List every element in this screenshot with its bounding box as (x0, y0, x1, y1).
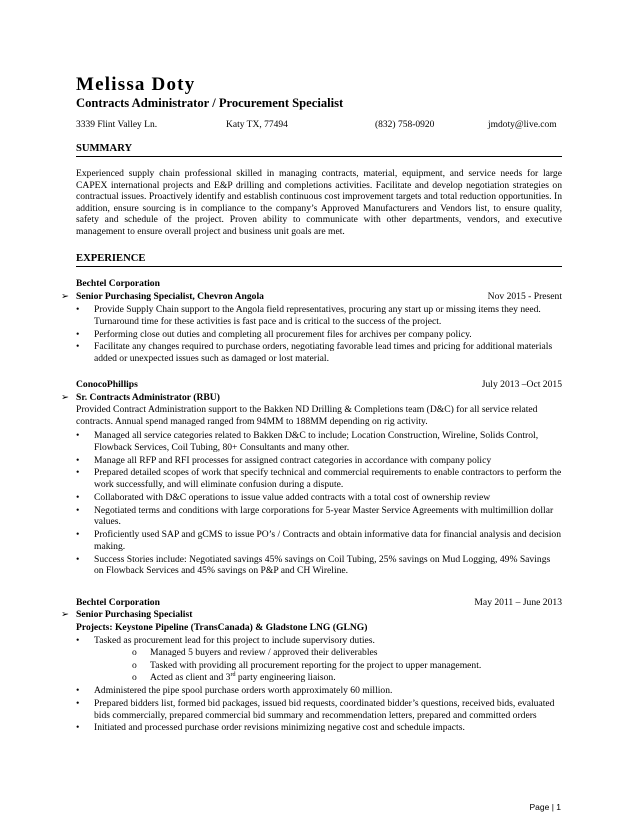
bullet-icon: • (76, 722, 80, 734)
list-item: • Manage all RFP and RFI processes for assigned contract categories in accordance with company policy (76, 454, 492, 466)
list-item: • Initiated and processed purchase order revisions minimizing negative cost and schedule impacts. (76, 722, 465, 734)
sub-bullet-icon: o (132, 659, 137, 671)
list-item: • Facilitate any changes required to purchase orders, negotiating favorable lead times and pricing for additional materials added or unexpected issues such as damaged or lost material. (76, 341, 553, 364)
job-role: Senior Purchasing Specialist (76, 609, 193, 620)
list-item: • Collaborated with D&C operations to issue value added contracts with a total cost of ownership review (76, 491, 491, 503)
bullet-icon: • (76, 635, 80, 646)
job-role: Sr. Contracts Administrator (RBU) (76, 392, 220, 403)
summary-text: Experienced supply chain professional skilled in managing contracts, material, equipment, and service needs for large CAPEX international projects and E&P drilling and completions activities. Facilitate and develop negotiation strategies on contractual issues. Proactively identify and establish continuous cost improvement targets and total reduction opportunities. In addition, ensure sourcing is in compliance to the company’s Approved Manufacturers and Vendors list, to ensure quality, safety and schedule of the project. Proven ability to communicate with other departments, vendors, and executive management to ensure overall project and business unit goals are met. (76, 168, 562, 237)
job-dates: Nov 2015 - Present (487, 291, 562, 302)
arrow-bullet-icon: ➢ (61, 392, 70, 403)
job-dates: May 2011 – June 2013 (474, 597, 562, 608)
list-item: • Prepared bidders list, formed bid packages, issued bid requests, coordinated bidder’s questions, received bids, evaluated bids commercially, prepared commercial bid summary and recommendation letters, prepared and committed orders (76, 697, 555, 721)
bullet-icon: • (76, 491, 80, 503)
candidate-title: Contracts Administrator / Procurement Specialist (76, 96, 344, 110)
job-bullets (76, 430, 562, 578)
bullet-icon: • (76, 504, 80, 516)
job-intro: Provided Contract Administration support to the Bakken ND Drilling & Completions team (D&C) for all service related contracts. Annual spend managed ranged from 94MM to 188MM depending on rig activity. (76, 404, 538, 427)
candidate-name: Melissa Doty (76, 74, 196, 95)
list-item: o Acted as client and 3rd party engineering liaison. (132, 672, 336, 684)
list-item: • Tasked as procurement lead for this project to include supervisory duties. o Managed 5 buyers and review / approved their deliverables o Tasked with providing all procurement reporting for the project to upper management. o Acted as client and 3rd party engineering liaison. (76, 635, 562, 684)
job-company: Bechtel Corporation (76, 597, 160, 608)
contact-email: jmdoty@live.com (488, 120, 557, 130)
page-number: Page | 1 (529, 802, 561, 812)
bullet-icon: • (76, 430, 80, 441)
summary-heading: SUMMARY (76, 142, 562, 157)
arrow-bullet-icon: ➢ (61, 291, 70, 302)
job-bullets (76, 304, 562, 366)
list-item: o Tasked with providing all procurement reporting for the project to upper management. (132, 659, 482, 671)
list-item: • Success Stories include: Negotiated savings 45% savings on Coil Tubing, 25% savings on Mud Logging, 49% Savings on Flowback Services and 45% savings on P&P and CH Wireline. (76, 553, 551, 577)
list-item: o Managed 5 buyers and review / approved their deliverables (132, 646, 378, 658)
bullet-icon: • (76, 341, 80, 353)
sub-bullets (94, 647, 562, 684)
job-projects: Projects: Keystone Pipeline (TransCanada) & Gladstone LNG (GLNG) (76, 622, 368, 633)
list-item: • Managed all service categories related to Bakken D&C to include; Location Construction, Wireline, Solids Control, Flowback Services, Coil Tubing, 80+ Consultants and many other. (76, 430, 539, 453)
bullet-icon: • (76, 467, 80, 479)
bullet-icon: • (76, 553, 80, 565)
list-item: • Prepared detailed scopes of work that specify technical and commercial requirements to enable contractors to perform the work successfully, and will eliminate confusion during a dispute. (76, 467, 562, 490)
job-role: Senior Purchasing Specialist, Chevron Angola (76, 291, 264, 302)
bullet-icon: • (76, 454, 80, 466)
sub-bullet-icon: o (132, 672, 137, 684)
bullet-icon: • (76, 697, 80, 709)
bullet-icon: • (76, 529, 80, 541)
job-bullets (76, 635, 562, 735)
contact-city: Katy TX, 77494 (226, 120, 288, 130)
job-company: ConocoPhillips (76, 379, 138, 390)
experience-heading: EXPERIENCE (76, 252, 562, 267)
list-item: • Administered the pipe spool purchase orders worth approximately 60 million. (76, 685, 393, 697)
arrow-bullet-icon: ➢ (61, 609, 70, 620)
list-item: • Provide Supply Chain support to the Angola field representatives, procuring any start up or missing items they need. Turnaround time for these activities is fast pace and is critical to the success of the project. (76, 304, 541, 327)
bullet-icon: • (76, 328, 80, 340)
job-dates: July 2013 –Oct 2015 (481, 379, 562, 390)
list-item: • Performing close out duties and completing all procurement files for archives per company policy. (76, 328, 472, 340)
list-item: • Negotiated terms and conditions with large corporations for 5-year Master Service Agreements with multimillion dollar values. (76, 504, 554, 528)
list-item: • Proficiently used SAP and gCMS to issue PO’s / Contracts and obtain informative data for financial analysis and decision making. (76, 529, 561, 552)
sub-bullet-icon: o (132, 646, 137, 658)
job-company: Bechtel Corporation (76, 278, 160, 289)
contact-phone: (832) 758-0920 (375, 120, 435, 130)
bullet-icon: • (76, 304, 80, 315)
bullet-icon: • (76, 685, 80, 697)
contact-address: 3339 Flint Valley Ln. (76, 120, 158, 130)
